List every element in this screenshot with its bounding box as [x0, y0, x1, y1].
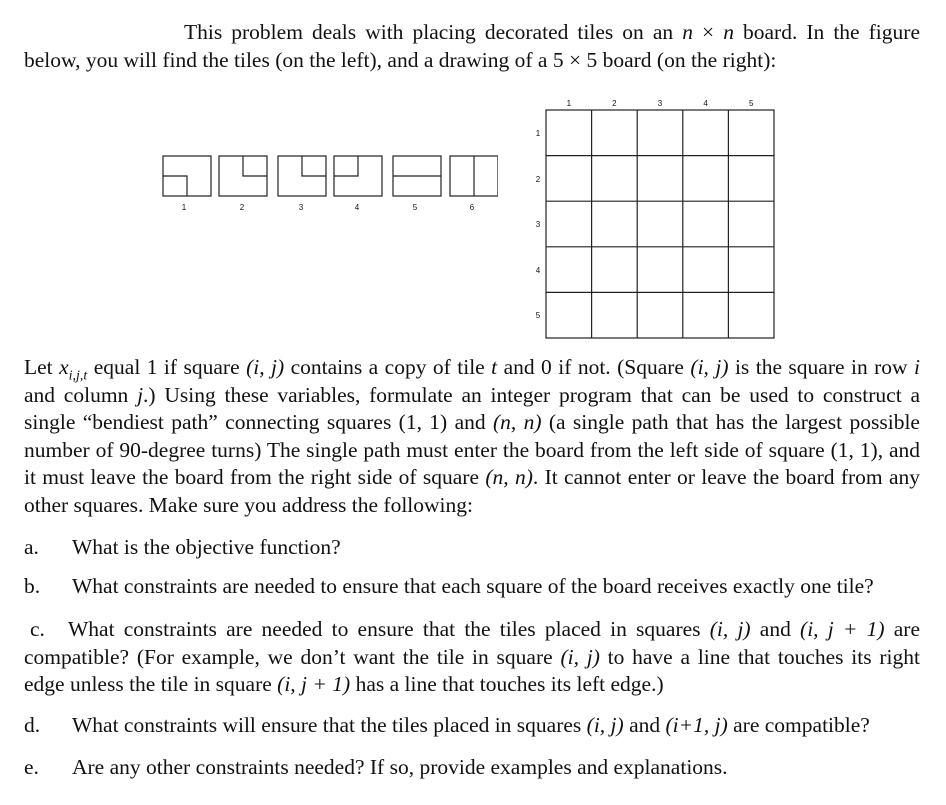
row-label: 1 [535, 129, 541, 138]
column-label: 4 [703, 99, 708, 108]
tile-label: 6 [469, 203, 475, 212]
tile-label: 3 [298, 203, 304, 212]
question-d: d. What constraints will ensure that the tiles placed in squares (i, j) and (i+1, j) are compatible? [24, 712, 920, 740]
question-b [24, 573, 920, 601]
math-square: (i, j) [246, 355, 285, 379]
column-label: 5 [748, 99, 754, 108]
question-text: What constraints are needed to ensure that each square of the board receives exactly one tile? [72, 574, 874, 598]
math-square: (n, n) [485, 465, 533, 489]
board-figure [530, 96, 780, 346]
tile-label: 1 [181, 203, 187, 212]
math-board-dimension: 5 × 5 [552, 47, 598, 72]
intro-text: This problem deals with placing decorated tiles on an [184, 20, 683, 44]
question-label: e. [24, 755, 39, 779]
intro-text: board. In the figure below, you will find the tiles (on the left), and a drawing of a [24, 20, 920, 72]
intro-paragraph [24, 19, 920, 74]
intro-text: board (on the right): [597, 47, 777, 72]
math-square: (1, 1) [398, 410, 448, 434]
math-n: n [682, 20, 693, 44]
question-text: Are any other constraints needed? If so, provide examples and explanations. [72, 755, 728, 779]
question-label: a. [24, 535, 39, 559]
question-e [24, 754, 920, 782]
math-j: j [137, 382, 144, 407]
column-label: 1 [566, 99, 572, 108]
math-t: t [491, 355, 498, 379]
question-text: What is the objective function? [72, 535, 341, 559]
math-i: i [914, 355, 920, 379]
row-label: 5 [535, 311, 541, 320]
tile-label: 4 [354, 203, 360, 212]
column-label: 3 [657, 99, 663, 108]
intro-text: × [692, 20, 724, 44]
math-square: (n, n) [492, 410, 542, 434]
question-label: d. [24, 713, 41, 737]
math-n: n [723, 20, 734, 44]
question-label: b. [24, 574, 41, 598]
math-square: (i, j) [690, 355, 729, 379]
tile-label: 5 [412, 203, 418, 212]
question-c: c. What constraints are needed to ensure that the tiles placed in squares (i, j) and (i, j + 1) are compatible? (For example, we don’t want the tile in square (i, j) to have a line that touches its right edge unless the tile in square (i, j + 1) has a line that touches its left edge.) [24, 617, 920, 696]
math-square: (1, 1) [830, 437, 878, 462]
row-label: 2 [535, 175, 541, 184]
tile-label: 2 [239, 203, 245, 212]
row-label: 3 [535, 220, 541, 229]
question-label: c. [30, 617, 45, 641]
column-label: 2 [612, 99, 617, 108]
math-variable: $x_{i,j,t}$ [59, 355, 88, 384]
row-label: 4 [535, 266, 541, 275]
main-paragraph: Let $x_{i,j,t}$ equal 1 if square (i, j) contains a copy of tile t and 0 if not. (Square (i, j) is the square in row i and column j.) Using these variables, formulate an integer program that can be used to construct a single “bendiest path” connecting squares (1, 1) and (n, n) (a single path that has the largest possible number of 90-degree turns) The single path must enter the board from the left side of square (1, 1), and it must leave the board from the right side of square (n, n). It cannot enter or leave the board from any other squares. Make sure you address the following: [24, 355, 920, 517]
tiles-figure [158, 150, 498, 222]
question-a [24, 534, 920, 562]
